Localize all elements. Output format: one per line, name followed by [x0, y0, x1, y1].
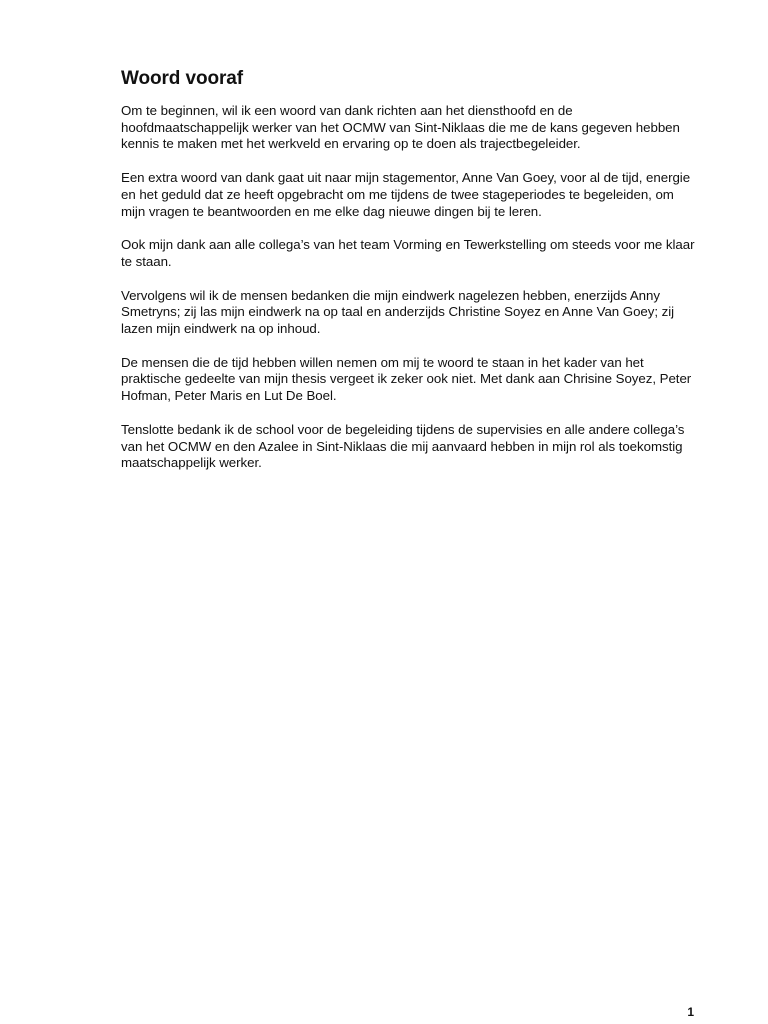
paragraph-interviewees: De mensen die de tijd hebben willen nemen om mij te woord te staan in het kader van het praktische gedeelte van mijn thesis vergeet ik zeker ook niet. Met dank aan Chrisine Soyez, Peter Hofman, Peter Maris en Lut De Boel. [121, 354, 692, 404]
paragraph-school: Tenslotte bedank ik de school voor de begeleiding tijdens de supervisies en alle andere collega’s van het OCMW en den Azalee in Sint-Niklaas die mij aanvaard hebben in mijn rol als toekomstig maatschappelijk werker. [121, 421, 685, 471]
page-number: 1 [687, 1005, 694, 1019]
paragraph-readers: Vervolgens wil ik de mensen bedanken die mijn eindwerk nagelezen hebben, enerzijds Anny Smetryns; zij las mijn eindwerk na op taal en anderzijds Christine Soyez en Anne Van Goey; zij lazen mijn eindwerk na op inhoud. [121, 287, 675, 337]
paragraph-intro: Om te beginnen, wil ik een woord van dank richten aan het diensthoofd en de hoofdmaatschappelijk werker van het OCMW van Sint-Niklaas die me de kans gegeven hebben kennis te maken met het werkveld en ervaring op te doen als trajectbegeleider. [121, 103, 680, 152]
paragraph-colleagues: Ook mijn dank aan alle collega’s van het team Vorming en Tewerkstelling om steeds voor me klaar te staan. [121, 237, 695, 269]
paragraph-stagementor: Een extra woord van dank gaat uit naar mijn stagementor, Anne Van Goey, voor al de tijd, energie en het geduld dat ze heeft opgebracht om me tijdens de twee stageperiodes te begeleiden, om mijn vragen te beantwoorden en me elke dag nieuwe dingen bij te leren. [121, 170, 691, 219]
document-content [121, 66, 701, 489]
page-title: Woord vooraf [121, 68, 243, 89]
